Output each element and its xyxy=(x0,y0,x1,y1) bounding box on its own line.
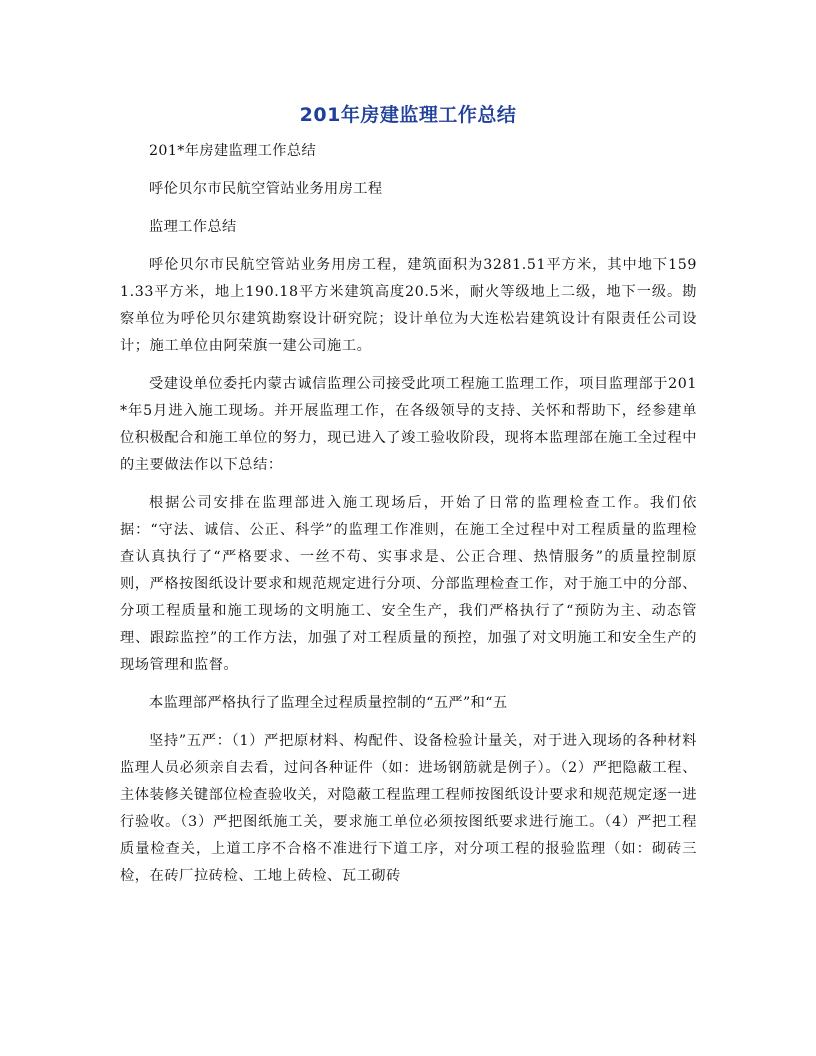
paragraph-supervision-principles: 根据公司安排在监理部进入施工现场后，开始了日常的监理检查工作。我们依据：“守法、诚信、公正、科学”的监理工作准则，在施工全过程中对工程质量的监理检查认真执行了“严格要求、一丝不苟、实事求是、公正合理、热情服务”的质量控制原则，严格按图纸设计要求和规范规定进行分项、分部监理检查工作，对于施工中的分部、分项工程质量和施工现场的文明施工、安全生产，我们严格执行了“预防为主、动态管理、跟踪监控”的工作方法，加强了对工程质量的预控，加强了对文明施工和安全生产的现场管理和监督。 xyxy=(120,495,697,673)
paragraph-subtitle: 201*年房建监理工作总结 xyxy=(149,143,317,159)
document-body xyxy=(120,138,697,890)
document-title: 201年房建监理工作总结 xyxy=(299,104,517,126)
paragraph-project-overview: 呼伦贝尔市民航空管站业务用房工程，建筑面积为3281.51平方米，其中地下1591.33平方米，地上190.18平方米建筑高度20.5米，耐火等级地上二级，地下一级。勘察单位为呼伦贝尔建筑勘察设计研究院；设计单位为大连松岩建筑设计有限责任公司设计；施工单位由阿荣旗一建公司施工。 xyxy=(120,257,697,354)
paragraph-project-name: 呼伦贝尔市民航空管站业务用房工程 xyxy=(149,181,383,197)
paragraph-section-heading: 监理工作总结 xyxy=(149,219,237,235)
paragraph-commission: 受建设单位委托内蒙古诚信监理公司接受此项工程施工监理工作，项目监理部于201*年5月进入施工现场。并开展监理工作，在各级领导的支持、关怀和帮助下，经参建单位积极配合和施工单位的努力，现已进入了竣工验收阶段，现将本监理部在施工全过程中的主要做法作以下总结： xyxy=(120,376,697,473)
paragraph-five-strict-intro: 本监理部严格执行了监理全过程质量控制的“五严”和“五 xyxy=(149,695,508,711)
paragraph-five-strict-details: 坚持”五严：（1）严把原材料、构配件、设备检验计量关，对于进入现场的各种材料监理人员必须亲自去看，过问各种证件（如：进场钢筋就是例子）。（2）严把隐蔽工程、主体装修关键部位检查验收关，对隐蔽工程监理工程师按图纸设计要求和规范规定逐一进行验收。（3）严把图纸施工关，要求施工单位必须按图纸要求进行施工。（4）严把工程质量检查关，上道工序不合格不准进行下道工序，对分项工程的报验监理（如：砌砖三检，在砖厂拉砖检、工地上砖检、瓦工砌砖 xyxy=(120,733,697,884)
